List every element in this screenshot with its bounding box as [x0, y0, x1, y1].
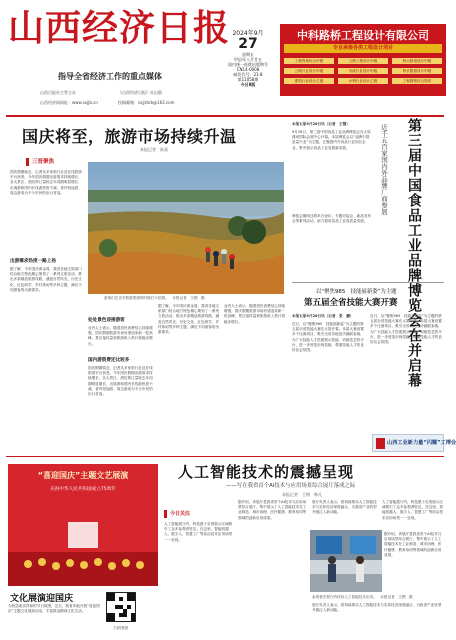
cn-code-label: 国内统一连续出版物号	[228, 62, 268, 67]
ai-photo-image	[310, 530, 382, 592]
qr-code[interactable]	[106, 592, 136, 622]
ad-cell: 公路行业设计甲级	[284, 68, 334, 74]
publisher-line: 山西日报社主管主办	[40, 90, 76, 95]
story2-headline[interactable]: 第五届全省技能大赛开赛	[304, 298, 398, 308]
masthead-divider	[6, 115, 444, 117]
ai-paragraph: 人工智能展厅内，科技感十足的展示区域吸引了众多参观者驻足。在这里，智能机器人、数字人、智慧工厂等前沿技术应用场景一一呈现。	[164, 522, 233, 542]
lead-photo-caption: 游客们在乐享旅游资源的时候打卡拍照。 本报记者 王钢 摄	[104, 296, 205, 300]
lead-paragraph: 业内人士表示，随着居民消费信心持续增强，国庆假期旅游市场有望迎来新一轮高峰，景区接待量和旅游收入预计将稳步增长。	[224, 304, 286, 324]
page-count: 今日8版	[240, 82, 256, 87]
vertical-subhead: 近千五百家国内外品牌厂商参展	[380, 124, 388, 215]
ai-paragraph: 人工智能展厅内，科技感十足的展示区域吸引了众多参观者驻足。在这里，智能机器人、数字人、智慧工厂等前沿技术应用场景一一呈现。	[382, 500, 444, 520]
lead-byline: 本报记者 陈嘉	[140, 147, 168, 152]
banner-label: 山西工业新力量“闪耀”工博会	[387, 440, 456, 446]
lead-paragraph: 业内人士表示，随着居民消费信心持续增强，国庆假期旅游市场有望迎来新一轮高峰，景区接待量和旅游收入预计将稳步增长。	[88, 326, 153, 346]
story2-headline-upper: 以“聚焦985 技能展新姿”为主题	[316, 289, 397, 295]
today-focus-tag: 今日关注	[164, 510, 208, 518]
culture-headline[interactable]: 文化展演迎国庆	[10, 594, 74, 604]
section-divider	[6, 456, 444, 457]
culture-poster-image	[8, 464, 158, 586]
date-year-month: 2024年9月	[232, 30, 264, 37]
story2-dateline: 本报太原9月26日讯（记者 张 鹏）	[292, 314, 354, 318]
lead-paragraph: 据了解，今年国庆黄金周，我省各地文旅部门结合地方特色精心策划了一系列文旅活动，推出多条精品旅游线路，涵盖自然风光、历史文化、红色研学、乡村休闲等多种主题，满足不同游客的出游需求。	[10, 267, 82, 292]
banner-emblem-icon	[376, 438, 385, 449]
issue-number: 第11058期	[237, 77, 259, 82]
right-dateline: 本报太原9月26日讯（记者 王钢）	[292, 122, 350, 126]
story2-paragraph: 近日，以“聚焦985 技能展新姿”为主题的第五届全省技能大赛在太原开幕。本届大赛设置多个比赛项目，吸引全省各地选手踊跃参赛，为广大技能人才搭建展示技能、切磋技艺的平台，进一步营造崇尚技能、尊重技能人才的良好社会氛围。	[370, 314, 442, 345]
date-block	[228, 28, 268, 87]
postal-code: 邮发代号：21-8	[233, 72, 263, 77]
website-link[interactable]: 山西经济网网址：www.sxjjb.cn	[40, 100, 98, 105]
ad-cell: 市政行业设计甲级	[338, 68, 388, 74]
poster-subtitle: 庆祝中华人民共和国成立75周年	[50, 487, 116, 492]
vertical-headline[interactable]: 第三届中国食品工业品牌博览会在并启幕	[406, 118, 422, 388]
right-paragraph: 博览会期间还将举办论坛、专题对接会、新品发布会等系列活动，助力我省食品工业高质量发展。	[292, 214, 372, 224]
lead-photo	[88, 162, 284, 294]
lead-paragraph: 国庆假期临近，记者从多家旅行社及在线旅游平台获悉，今年国庆假期出游需求持续增长，各大景区、酒店预订量较去年同期明显增长，出境游和国内长线游热度不减，省内短途游、周边游成为不少市民的出行首选。	[10, 170, 82, 195]
ad-cell: 工程勘察综合资质	[392, 78, 442, 84]
story2-paragraph: 近日，以“聚焦985 技能展新姿”为主题的第五届全省技能大赛在太原开幕。本届大赛设置多个比赛项目，吸引全省各地选手踊跃参赛，为广大技能人才搭建展示技能、切磋技艺的平台，进一步营造崇尚技能、尊重技能人才的良好社会氛围。	[292, 322, 364, 353]
culture-poster	[8, 464, 158, 586]
poster-title: “喜迎国庆”主题文艺展演	[37, 471, 129, 480]
ad-cell: 工程咨询综合甲级	[284, 58, 334, 64]
ad-cell: 特大桥梁设计甲级	[392, 58, 442, 64]
ai-headline[interactable]: 人工智能技术的震撼呈现	[178, 463, 355, 481]
lead-headline[interactable]: 国庆将至，旅游市场持续升温	[22, 127, 237, 146]
ai-paragraph: 展厅负责人表示，将持续推动人工智能技术与实体经济深度融合，为我省产业转型升级注入新动能。	[312, 500, 377, 515]
ad-subtitle: 专业承接各类工程设计项目	[284, 44, 442, 53]
ad-cell: 特长隧道设计甲级	[392, 68, 442, 74]
lead-subhead: 出游需求热度一路上扬	[10, 259, 56, 264]
newspaper-slogan: 指导全省经济工作的重点媒体	[58, 72, 162, 81]
right-paragraph: 9月26日，第三届中国食品工业品牌博览会在太原潇河国际会展中心开幕。本届博览会以“品牌引领 质量兴业”为主题，汇聚国内外食品行业知名企业，集中展示食品工业发展新成果。	[292, 130, 373, 150]
lunar-date: 甲辰年八月廿五	[234, 57, 262, 62]
email-link[interactable]: 投稿邮箱：sxjjrbrb@163.com	[118, 100, 175, 105]
section-banner[interactable]	[372, 434, 456, 452]
qr-code-image	[107, 593, 135, 621]
lead-paragraph: 据了解，今年国庆黄金周，我省各地文旅部门结合地方特色精心策划了一系列文旅活动，推出多条精品旅游线路，涵盖自然风光、历史文化、红色研学、乡村休闲等多种主题，满足不同游客的出游需求。	[158, 304, 220, 335]
ad-title: 中科路桥工程设计有限公司	[297, 29, 429, 42]
publisher-line-2: 《山西经济日报》社出版	[118, 90, 162, 95]
ad-cell: 公路工程设计甲级	[338, 58, 388, 64]
ai-deck: ——写在我省首个AI技术与应用场景综合展厅落成之际	[226, 483, 356, 489]
section-kicker: 三晋聚焦	[26, 158, 68, 166]
section-rule	[292, 282, 444, 283]
culture-paragraph: 为营造欢乐祥和的节日氛围，近日，我省多地开展“喜迎国庆”主题文化展演活动，丰富群众精神文化生活。	[8, 604, 100, 614]
ad-cell: 水利行业设计乙级	[338, 78, 388, 84]
ai-photo	[310, 530, 382, 592]
ai-photo-caption: 参观者在展厅内体验人工智能技术应用。 本报记者 王钢 摄	[312, 595, 413, 599]
ad-cell: 建筑行业设计乙级	[284, 78, 334, 84]
lead-paragraph: 国庆假期临近，记者从多家旅行社及在线旅游平台获悉，今年国庆假期出游需求持续增长，各大景区、酒店预订量较去年同期明显增长，出境游和国内长线游热度不减，省内短途游、周边游成为不少市民的出行首选。	[88, 366, 153, 397]
advertisement[interactable]	[280, 24, 446, 96]
cn-number: CN14-0008	[236, 67, 260, 72]
ai-paragraph: 据介绍，该展厅是我省首个AI技术与应用场景综合展厅，集中展示了人工智能技术在工业制造、城市治理、医疗健康、教育培训等领域的创新应用成果。	[384, 532, 442, 557]
date-day: 27	[238, 36, 258, 52]
ai-byline: 本报记者 王钢 韩凡	[282, 492, 322, 497]
ai-paragraph: 展厅负责人表示，将持续推动人工智能技术与实体经济深度融合，为我省产业转型升级注入新动能。	[312, 603, 442, 613]
lead-photo-image	[88, 162, 284, 294]
weekday: 星期五	[242, 52, 254, 57]
ai-paragraph: 据介绍，该展厅是我省首个AI技术与应用场景综合展厅，集中展示了人工智能技术在工业制造、城市治理、医疗健康、教育培训等领域的创新应用成果。	[238, 500, 307, 520]
lead-subhead: 国内游资费还比较多	[88, 358, 130, 363]
qr-caption: 扫码观看	[113, 626, 129, 630]
lead-subhead: 处处景色迎接游客	[88, 318, 125, 323]
newspaper-title: 山西经济日报	[8, 7, 231, 49]
